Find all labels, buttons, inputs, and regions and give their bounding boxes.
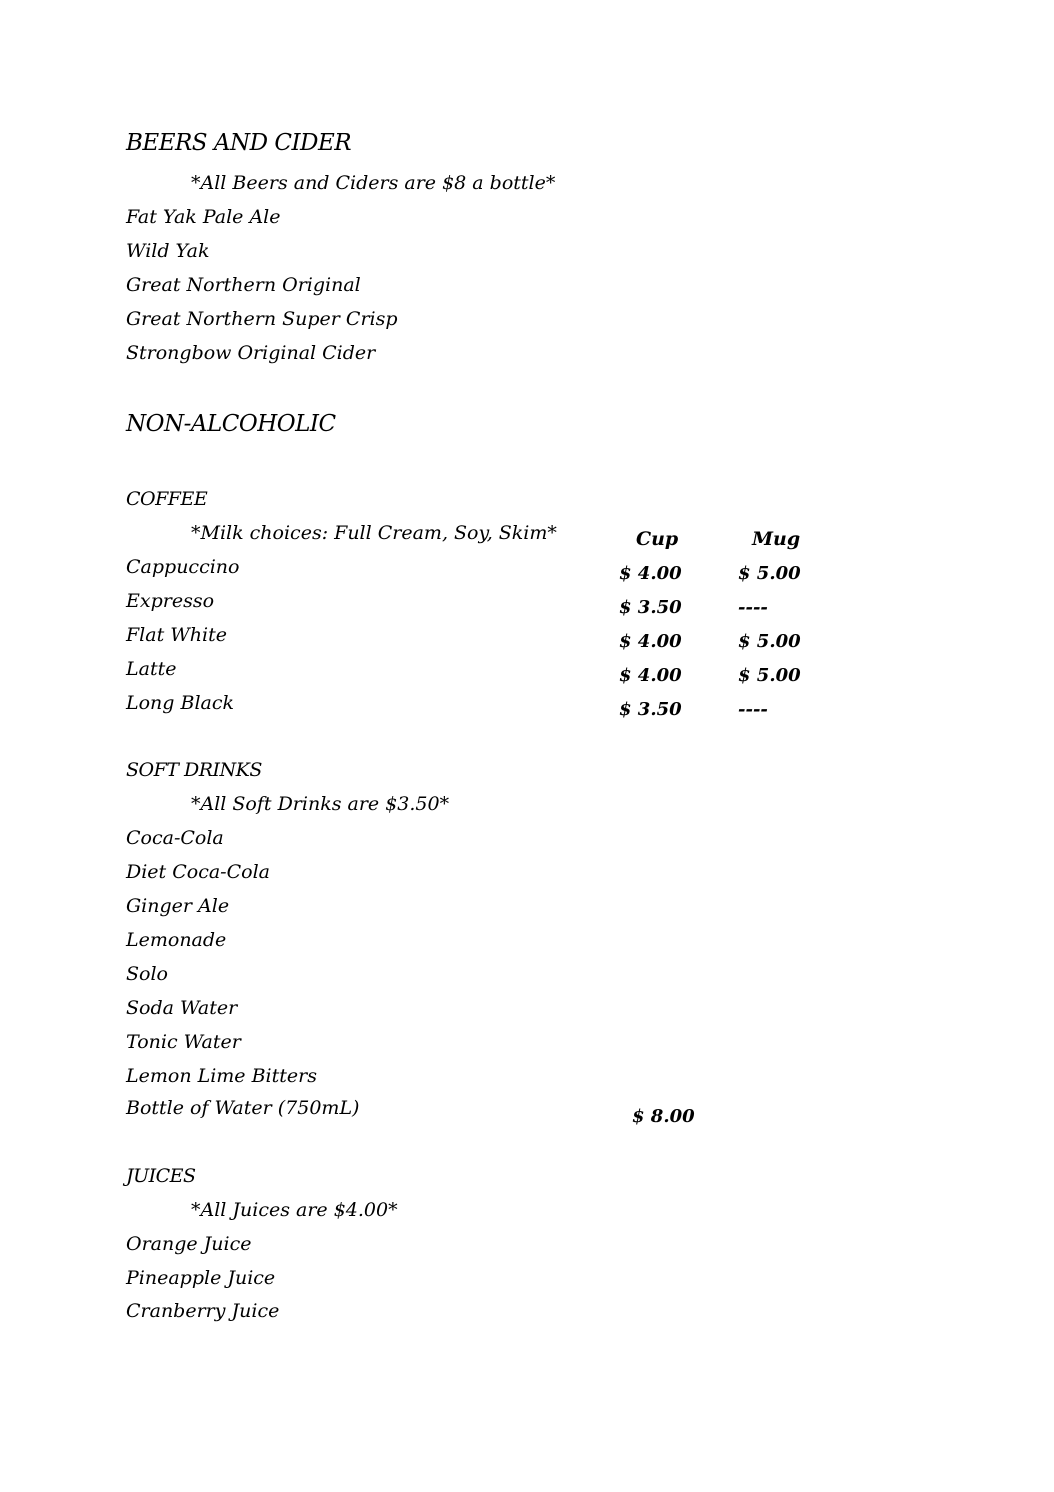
soft-drinks-heading: SOFT DRINKS (126, 759, 262, 781)
coffee-item-name: Long Black (126, 692, 235, 714)
juice-item: Pineapple Juice (126, 1267, 276, 1289)
soft-drink-item: Bottle of Water (750mL) (126, 1097, 360, 1119)
juices-note: *All Juices are $4.00* (191, 1199, 398, 1221)
soft-drink-item: Lemon Lime Bitters (126, 1065, 317, 1087)
soft-drink-item: Tonic Water (126, 1031, 241, 1053)
coffee-col-mug: Mug (752, 528, 801, 550)
soft-drink-item: Diet Coca-Cola (126, 861, 270, 883)
beer-item: Fat Yak Pale Ale (126, 206, 281, 228)
juice-item: Orange Juice (126, 1233, 252, 1255)
soft-drinks-note: *All Soft Drinks are $3.50* (191, 793, 450, 815)
juice-item: Cranberry Juice (126, 1300, 280, 1322)
coffee-cup-price: $ 3.50 (619, 597, 682, 618)
coffee-mug-price: $ 5.00 (738, 665, 801, 686)
coffee-cup-price: $ 4.00 (619, 563, 682, 584)
coffee-cup-price: $ 4.00 (619, 665, 682, 686)
coffee-cup-price: $ 3.50 (619, 699, 682, 720)
coffee-mug-price: $ 5.00 (738, 563, 801, 584)
beers-heading: BEERS AND CIDER (126, 130, 352, 156)
coffee-note: *Milk choices: Full Cream, Soy, Skim* (191, 522, 557, 544)
beer-item: Wild Yak (126, 240, 210, 262)
coffee-col-cup: Cup (636, 528, 679, 550)
soft-drink-item: Soda Water (126, 997, 238, 1019)
coffee-heading: COFFEE (126, 488, 208, 510)
coffee-item-name: Flat White (126, 624, 227, 646)
coffee-item-name: Expresso (126, 590, 215, 612)
beers-note: *All Beers and Ciders are $8 a bottle* (191, 172, 556, 194)
coffee-mug-price: $ 5.00 (738, 631, 801, 652)
juices-heading: JUICES (126, 1165, 196, 1187)
soft-drink-item: Coca-Cola (126, 827, 224, 849)
beer-item: Strongbow Original Cider (126, 342, 376, 364)
soft-drink-item: Lemonade (126, 929, 227, 951)
coffee-mug-price: ---- (738, 597, 768, 618)
coffee-item-name: Cappuccino (126, 556, 240, 578)
water-price: $ 8.00 (632, 1106, 695, 1127)
soft-drink-item: Ginger Ale (126, 895, 230, 917)
beer-item: Great Northern Original (126, 274, 361, 296)
soft-drink-item: Solo (126, 963, 168, 985)
beer-item: Great Northern Super Crisp (126, 308, 398, 330)
non-alcoholic-heading: NON-ALCOHOLIC (126, 411, 336, 437)
coffee-item-name: Latte (126, 658, 177, 680)
coffee-mug-price: ---- (738, 699, 768, 720)
coffee-cup-price: $ 4.00 (619, 631, 682, 652)
